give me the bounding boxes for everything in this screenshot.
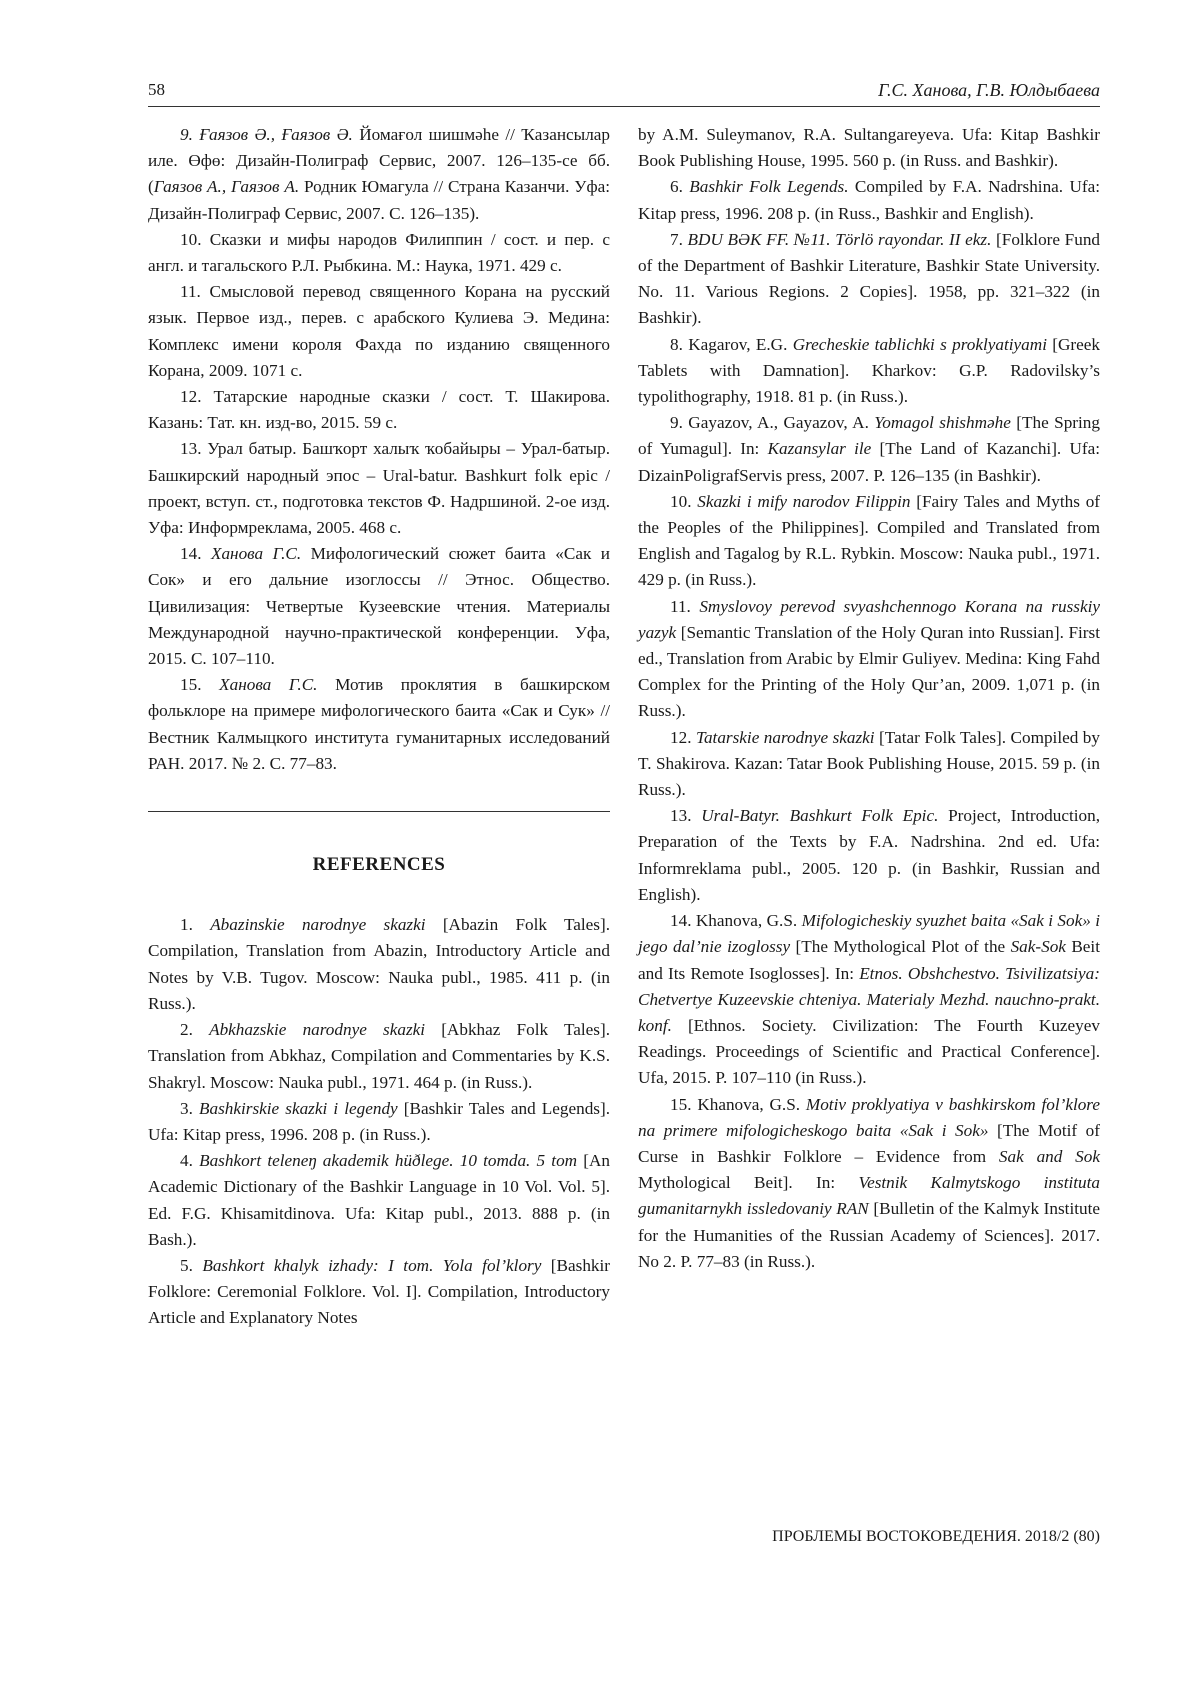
- reference-text: 6.: [670, 177, 690, 197]
- reference-text: 15.: [180, 675, 220, 695]
- reference-entry: [638, 227, 1100, 332]
- reference-text: by A.M. Suleymanov, R.A. Sultangareyeva. Ufa: Kitap Bashkir Book Publishing House, 1995. 560 p. (in Russ. and Bashkir).: [638, 125, 1100, 171]
- reference-text: [Tatar Folk Tales]. Compiled by T. Shakirova. Kazan: Tatar Book Publishing House, 2015. 59 p. (in Russ.).: [638, 727, 1100, 800]
- reference-text: 13. Урал батыр. Башҡорт халыҡ ҡобайыры – Урал-батыр. Башкирский народный эпос – Ural-batur. Bashkurt folk epic / проект, вступ. ст., подготовка текстов Ф. Надршиной. 2-ое изд. Уфа: Информреклама, 2005. 468 с.: [148, 439, 610, 538]
- reference-entry: [638, 725, 1100, 804]
- reference-text: 11. Смысловой перевод священного Корана на русский язык. Первое изд., перев. с арабского Кулиева Э. Медина: Комплекс имени короля Фахда по изданию священного Корана, 2009. 1071 с.: [148, 282, 610, 380]
- italic-title: Ханова Г.С.: [210, 544, 302, 564]
- reference-entry: [148, 1096, 610, 1148]
- reference-entry: [148, 672, 610, 777]
- reference-text: Mythological Beit]. In:: [638, 1173, 859, 1193]
- reference-text: [Fairy Tales and Myths of the Peoples of the Philippines]. Compiled and Translated from English and Tagalog by R.L. Rybkin. Moscow: Nauka publ., 1971. 429 p. (in Russ.).: [638, 491, 1101, 590]
- reference-text: 13.: [670, 806, 702, 826]
- references-list: [148, 912, 610, 1331]
- reference-text: Project, Introduction, Preparation of the Texts by F.A. Nadrshina. 2nd ed. Ufa: Informreklama publ., 2005. 120 p. (in Bashkir, Russian and English).: [638, 806, 1101, 904]
- reference-text: [An Academic Dictionary of the Bashkir Language in 10 Vol. Vol. 5]. Ed. F.G. Khisamitdinova. Ufa: Kitap publ., 2013. 888 p. (in Bash.).: [148, 1151, 611, 1249]
- reference-entry: [638, 332, 1100, 411]
- italic-title: Bashkirskie skazki i legendy: [198, 1098, 398, 1118]
- italic-title: Sak and Sok: [998, 1146, 1100, 1166]
- italic-title: Kazansylar ile: [767, 439, 872, 459]
- reference-text: [Bashkir Folklore: Ceremonial Folklore. Vol. I]. Compilation, Introductory Article and Explanatory Notes: [148, 1255, 610, 1328]
- references-list-continued: [638, 122, 1100, 1275]
- russian-sources-list: [148, 122, 610, 777]
- right-column: [638, 122, 1100, 1275]
- reference-text: [Semantic Translation of the Holy Quran into Russian]. First ed., Translation from Arabic by Elmir Guliyev. Medina: King Fahd Complex for the Printing of the Holy Qur’an, 2009. 1,071 p. (in Russ.).: [638, 622, 1100, 721]
- italic-title: Motiv proklyatiya v bashkirskom fol’klore na primere mifologicheskogo baita «Sak i Sok»: [638, 1094, 1100, 1140]
- italic-title: Ural-Batyr. Bashkurt Folk Epic.: [701, 806, 939, 826]
- reference-entry: [638, 908, 1100, 1091]
- reference-text: 3.: [180, 1098, 199, 1118]
- reference-text: [The Motif of Curse in Bashkir Folklore – Evidence from: [638, 1120, 1100, 1166]
- italic-title: Abazinskie narodnye skazki: [210, 915, 426, 935]
- reference-entry: [148, 279, 610, 384]
- reference-text: 4.: [180, 1151, 200, 1171]
- reference-text: [Abkhaz Folk Tales]. Translation from Abkhaz, Compilation and Commentaries by K.S. Shakryl. Moscow: Nauka publ., 1971. 464 p. (in Russ.).: [148, 1020, 610, 1092]
- italic-title: Abkhazskie narodnye skazki: [209, 1020, 426, 1040]
- reference-entry: [148, 122, 610, 227]
- reference-text: 7.: [670, 229, 688, 249]
- reference-text: 9. Gayazov, A., Gayazov, A.: [670, 413, 875, 433]
- reference-text: Родник Юмагула // Страна Казанчи. Уфа: Дизайн-Полиграф Сервис, 2007. С. 126–135).: [148, 177, 610, 223]
- italic-title: Bashkir Folk Legends.: [689, 177, 849, 197]
- reference-entry: [148, 912, 610, 1017]
- reference-text: 15. Khanova, G.S.: [670, 1094, 806, 1114]
- reference-text: 2.: [180, 1020, 210, 1040]
- reference-entry: [148, 541, 610, 672]
- reference-entry: [638, 489, 1100, 594]
- reference-entry: [148, 227, 610, 279]
- reference-entry: [638, 174, 1100, 226]
- reference-text: [The Land of Kazanchi]. Ufa: DizainPoligrafServis press, 2007. P. 126–135 (in Bashkir).: [638, 439, 1100, 485]
- reference-text: [Abazin Folk Tales]. Compilation, Translation from Abazin, Introductory Article and Notes by V.B. Tugov. Moscow: Nauka publ., 1985. 411 p. (in Russ.).: [148, 915, 611, 1013]
- page-number: 58: [148, 80, 165, 99]
- reference-text: 10.: [670, 491, 698, 511]
- italic-title: 9. Ғаязов Ә., Ғаязов Ә.: [180, 125, 353, 144]
- reference-text: [Bashkir Tales and Legends]. Ufa: Kitap press, 1996. 208 p. (in Russ.).: [148, 1098, 610, 1144]
- italic-title: Yomagol shishmәhe: [874, 413, 1011, 433]
- reference-entry: [638, 1092, 1100, 1275]
- italic-title: BDU BӘK FF. №11. Törlö rayondar. II ekz.: [687, 229, 992, 249]
- reference-text: 11.: [670, 596, 700, 616]
- italic-title: Bashkort khalyk izhady: I tom. Yola fol’klory: [202, 1255, 542, 1275]
- italic-title: Vestnik Kalmytskogo instituta gumanitarnykh issledovaniy RAN: [638, 1173, 1100, 1219]
- reference-text: [Greek Tablets with Damnation]. Kharkov: G.P. Radovilsky’s typolithography, 1918. 81 p. (in Russ.).: [638, 334, 1100, 407]
- reference-text: 12.: [670, 727, 696, 747]
- reference-text: [The Mythological Plot of the: [790, 937, 1011, 957]
- reference-text: [Bulletin of the Kalmyk Institute for the Humanities of the Russian Academy of Sciences]. 2017. No 2. P. 77–83 (in Russ.).: [638, 1199, 1100, 1271]
- italic-title: Mifologicheskiy syuzhet baita «Sak i Sok» i jego dal’nie izoglossy: [638, 911, 1100, 957]
- reference-text: [Folklore Fund of the Department of Bashkir Literature, Bashkir State University. No. 11. Various Regions. 2 Copies]. 1958, pp. 321–322 (in Bashkir).: [638, 229, 1101, 328]
- reference-entry: [148, 1253, 610, 1332]
- reference-text: Beit and Its Remote Isoglosses]. In:: [638, 937, 1100, 983]
- reference-entry: [638, 410, 1100, 489]
- italic-title: Sak-Sok: [1010, 937, 1066, 957]
- reference-entry: [638, 594, 1100, 725]
- italic-title: Etnos. Obshchestvo. Tsivilizatsiya: Chetvertye Kuzeevskie chteniya. Materialy Mezhd. nauchno-prakt. konf.: [638, 963, 1100, 1035]
- reference-entry: [638, 803, 1100, 908]
- reference-text: 5.: [180, 1255, 203, 1275]
- reference-text: Мотив проклятия в башкирском фольклоре на примере мифологического баита «Сак и Сук» // Вестник Калмыцкого института гуманитарных исследований РАН. 2017. № 2. С. 77–83.: [148, 675, 610, 773]
- italic-title: Ханова Г.С.: [219, 675, 318, 695]
- reference-text: Compiled by F.A. Nadrshina. Ufa: Kitap press, 1996. 208 p. (in Russ., Bashkir and English).: [638, 177, 1100, 223]
- references-heading: REFERENCES: [312, 854, 446, 876]
- italic-title: Smyslovoy perevod svyashchennogo Korana na russkiy yazyk: [638, 596, 1100, 642]
- reference-text: 14.: [180, 544, 211, 564]
- running-head: Г.С. Ханова, Г.В. Юлдыбаева: [878, 80, 1100, 100]
- reference-text: 10. Сказки и мифы народов Филиппин / сост. и пер. с англ. и тагальского Р.Л. Рыбкина. М.: Наука, 1971. 429 с.: [148, 229, 610, 276]
- reference-text: 12. Татарские народные сказки / сост. Т. Шакирова. Казань: Тат. кн. изд-во, 2015. 59 с.: [148, 387, 610, 433]
- reference-entry: [148, 384, 610, 436]
- left-column: [148, 122, 610, 1332]
- reference-text: 1.: [180, 915, 211, 935]
- reference-text: 8. Kagarov, E.G.: [670, 334, 793, 354]
- reference-entry: [148, 1148, 610, 1253]
- section-divider: [148, 811, 610, 812]
- italic-title: Skazki i mify narodov Filippin: [697, 491, 911, 511]
- reference-text: [Ethnos. Society. Civilization: The Fourth Kuzeyev Readings. Proceedings of Scientific and Practical Conference]. Ufa, 2015. P. 107–110 (in Russ.).: [638, 1015, 1100, 1088]
- italic-title: Bashkort teleneŋ akademik hüðlege. 10 tomda. 5 tom: [199, 1151, 578, 1171]
- italic-title: Гаязов А., Гаязов А.: [153, 177, 300, 197]
- journal-footer: ПРОБЛЕМЫ ВОСТОКОВЕДЕНИЯ. 2018/2 (80): [772, 1528, 1100, 1545]
- italic-title: Grecheskie tablichki s proklyatiyami: [792, 334, 1047, 354]
- italic-title: Tatarskie narodnye skazki: [695, 727, 875, 747]
- reference-entry: [148, 1017, 610, 1096]
- reference-text: Мифологический сюжет баита «Сак и Сок» и его дальние изоглоссы // Этнос. Общество. Цивилизация: Четвертые Кузеевские чтения. Материалы Международной научно-практической конференции. Уфа, 2015. С. 107–110.: [148, 544, 610, 669]
- reference-text: Йомағол шишмәһе // Ҡазансылар иле. Өфө: Дизайн-Полиграф Сервис, 2007. 126–135-се бб. (: [148, 125, 610, 197]
- page-header: [148, 80, 1100, 107]
- reference-text: 14. Khanova, G.S.: [670, 911, 802, 931]
- reference-entry: [638, 122, 1100, 174]
- reference-entry: [148, 436, 610, 541]
- reference-text: [The Spring of Yumagul]. In:: [638, 413, 1100, 459]
